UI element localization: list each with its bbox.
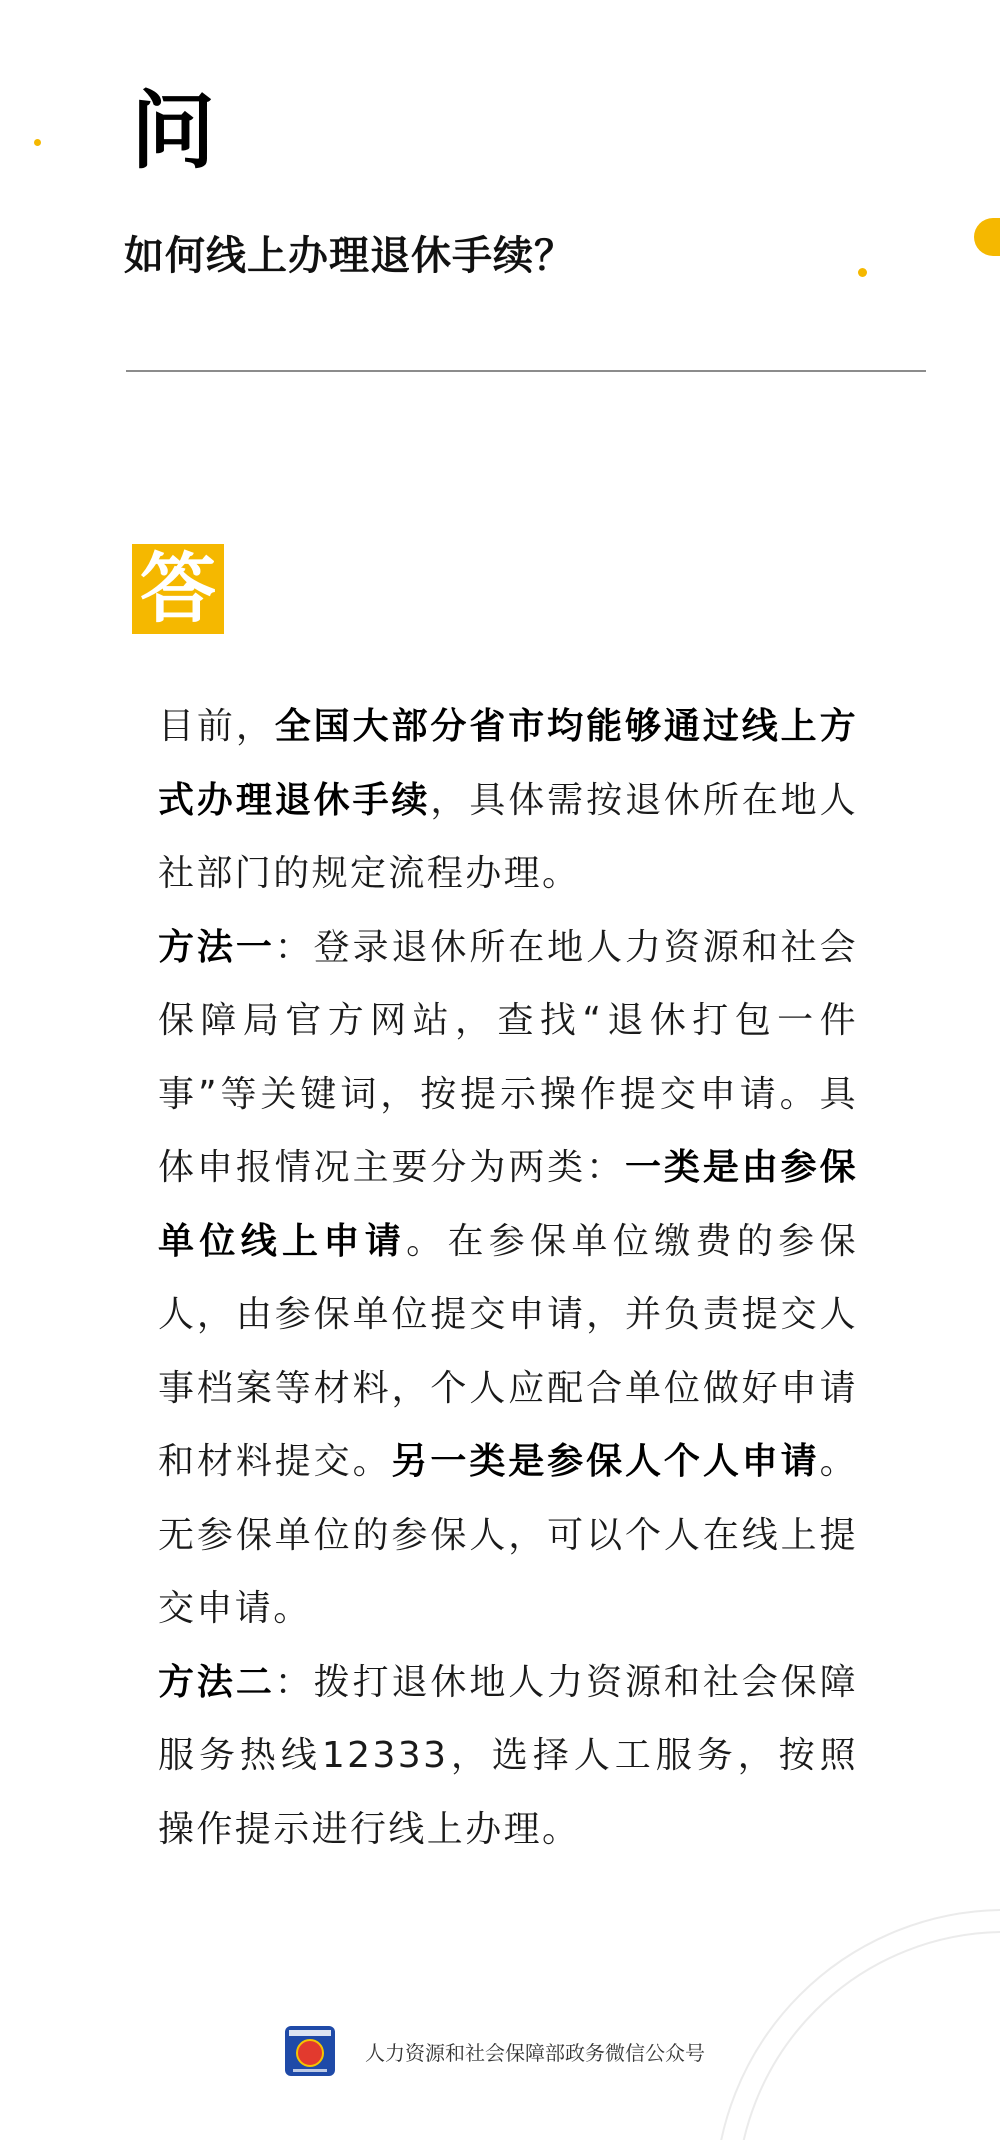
question-title: 如何线上办理退休手续？	[124, 233, 575, 279]
answer-highlight: 一类是由参保单位线上申请	[158, 1147, 858, 1262]
divider	[126, 370, 926, 372]
answer-paragraph-intro: 目前，全国大部分省市均能够通过线上方式办理退休手续，具体需按退休所在地人社部门的规定流程办理。	[158, 706, 858, 894]
decorative-dot-left	[34, 139, 41, 146]
answer-paragraph-method-two: 方法二：拨打退休地人力资源和社会保障服务热线12333，选择人工服务，按照操作提示进行线上办理。	[158, 1661, 858, 1850]
decorative-arcs	[660, 1840, 1000, 2140]
answer-highlight: 另一类是参保人个人申请	[391, 1441, 820, 1482]
footer-account-name: 人力资源和社会保障部政务微信公众号	[365, 2040, 705, 2065]
decorative-half-circle	[974, 218, 1000, 256]
method-one-label: 方法一	[158, 926, 275, 968]
footer	[285, 2026, 705, 2076]
answer-paragraph-method-one: 方法一：登录退休所在地人力资源和社会保障局官方网站，查找“退休打包一件事”等关键词，按提示操作提交申请。具体申报情况主要分为两类：一类是由参保单位线上申请。在参保单位缴费的参保人，由参保单位提交申请，并负责提交人事档案等材料，个人应配合单位做好申请和材料提交。另一类是参保人个人申请。无参保单位的参保人，可以个人在线上提交申请。	[158, 926, 859, 1629]
decorative-dot-right	[858, 268, 867, 277]
method-two-label: 方法二	[158, 1661, 275, 1703]
mohrss-emblem-icon	[285, 2026, 335, 2076]
answer-marker-icon: 答	[132, 544, 224, 634]
answer-highlight: 全国大部分省市均能够通过线上方式办理退休手续	[158, 706, 858, 821]
question-marker-icon: 问	[130, 82, 215, 180]
answer-body	[158, 690, 858, 1866]
